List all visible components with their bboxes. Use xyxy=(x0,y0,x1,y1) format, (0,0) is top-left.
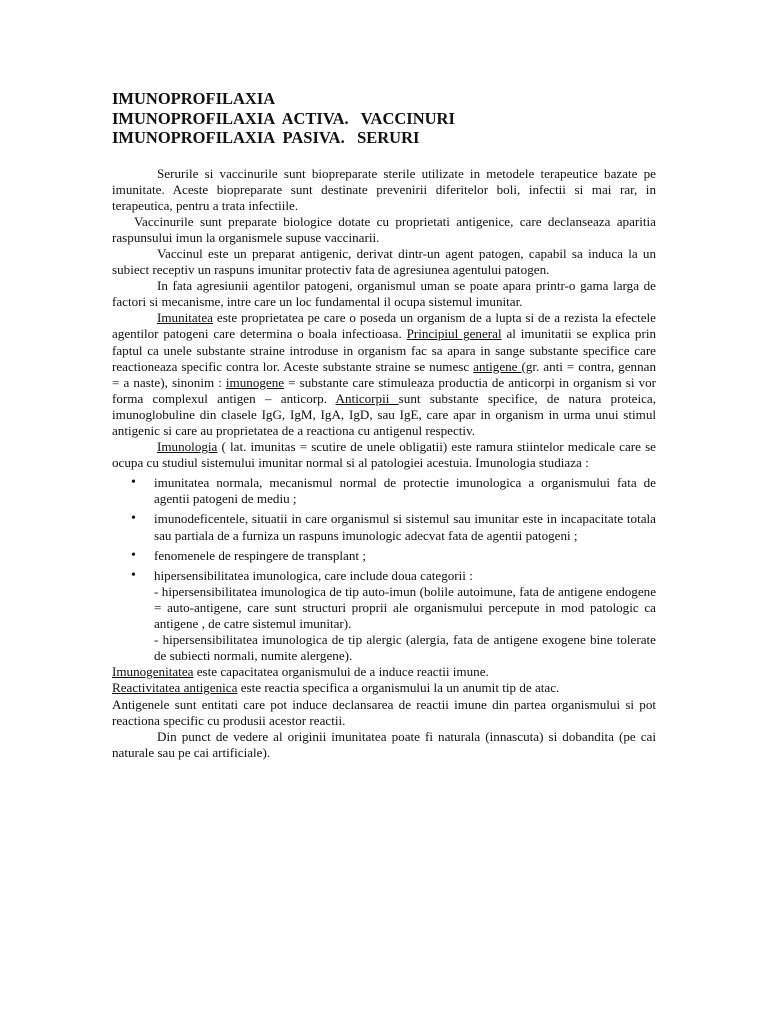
sub-item-autoimmune: - hipersensibilitatea imunologica de tip auto-imun (bolile autoimune, fata de antigene endogene = auto-antigene, care sunt structuri proprii ale organismului percepute in mod patologic ca antigene , de catre sistemul imunitar). xyxy=(154,583,656,632)
document-title: IMUNOPROFILAXIA xyxy=(112,89,276,108)
paragraph-antigens: Antigenele sunt entitati care pot induce declansarea de reactii imune din partea organismului si pot reactiona specific cu produsii acestor reactii. xyxy=(112,696,656,728)
paragraph-immunity: Imunitatea este proprietatea pe care o poseda un organism de a lupta si de a rezista la efectele agentilor patogeni care determina o boala infectioasa. Principiul general al imunitatii se explica prin faptul ca unele substante straine introduse in organism fac sa apara in sange substante specifice care reactioneaza specific contra lor. Aceste substante straine se numesc antigene (gr. anti = contra, gennan = a naste), sinonim : imunogene = substante care stimuleaza productia de anticorpi in organism si vor forma complexul antigen – anticorp. Anticorpii sunt substante specifice, de natura proteica, imunoglobuline din clasele IgG, IgM, IgA, IgD, sau IgE, care apar in organism in urma unui stimul antigenic si care au proprietatea de a reactiona cu antigenul respectiv. xyxy=(112,310,657,438)
term-antigene: antigene xyxy=(473,358,522,374)
list-item: • fenomenele de respingere de transplant ; xyxy=(112,548,656,564)
definition-imunogenitatea: Imunogenitatea este capacitatea organismului de a induce reactii imune. xyxy=(112,664,489,680)
list-item: • imunodeficentele, situatii in care organismul si sistemul sau imunitar este in incapacitate totala sau partiala de a furniza un raspuns imunologic adecvat fata de agentii patogeni ; xyxy=(112,511,656,543)
sub-item-allergic: - hipersensibilitatea imunologica de tip alergic (alergia, fata de antigene exogene bine tolerate de subiecti normali, numite alergene). xyxy=(154,632,656,664)
document-body xyxy=(112,89,656,761)
list-item: • hipersensibilitatea imunologica, care include doua categorii : - hipersensibilitatea imunologica de tip auto-imun (bolile autoimune, fata de antigene endogene = auto-antigene, care sunt structuri proprii ale organismului percepute in mod patologic ca antigene , de catre sistemul imunitar). - hipersensibilitatea imunologica de tip alergic (alergia, fata de antigene exogene bine tolerate de subiecti normali, numite alergene). xyxy=(112,568,656,665)
subtitle-passive: IMUNOPROFILAXIA PASIVA. SERURI xyxy=(112,128,420,147)
term-imunitatea: Imunitatea xyxy=(157,310,213,326)
list-item: • imunitatea normala, mecanismul normal de protectie imunologica a organismului fata de agentii patogeni de mediu ; xyxy=(112,475,656,507)
immunology-topics-list xyxy=(112,475,656,664)
paragraph-immunology: Imunologia ( lat. imunitas = scutire de unele obligatii) este ramura stiintelor medicale care se ocupa cu studiul sistemului imunitar normal si al patologiei acestuia. Imunologia studiaza : xyxy=(112,439,656,471)
subtitle-active: IMUNOPROFILAXIA ACTIVA. VACCINURI xyxy=(112,108,455,128)
paragraph-immunity-origin: Din punct de vedere al originii imunitatea poate fi naturala (innascuta) si dobandita (pe cai naturale sau pe cai artificiale). xyxy=(112,728,656,760)
definition-reactivitatea: Reactivitatea antigenica este reactia specifica a organismului la un anumit tip de atac. xyxy=(112,680,560,696)
term-reactivitatea-antigenica: Reactivitatea antigenica xyxy=(112,680,238,696)
term-principiul-general: Principiul general xyxy=(406,326,502,342)
term-imunologia: Imunologia xyxy=(157,439,218,455)
paragraph-serums-vaccines: Serurile si vaccinurile sunt biopreparate sterile utilizate in metodele terapeutice bazate pe imunitate. Aceste biopreparate sunt destinate prevenirii diferitelor boli, infectii si mai rar, in terapeutica, pentru a trata infectiile. xyxy=(112,165,656,213)
paragraph-vaccines: Vaccinurile sunt preparate biologice dotate cu proprietati antigenice, care declanseaza aparitia raspunsului imun la organismele supuse vaccinarii. xyxy=(112,213,656,245)
paragraph-immune-system: In fata agresiunii agentilor patogeni, organismul uman se poate apara printr-o gama larga de factori si mecanisme, intre care un loc fundamental il ocupa sistemul imunitar. xyxy=(112,278,656,310)
title-block xyxy=(112,89,656,148)
term-anticorpii: Anticorpii xyxy=(335,390,399,406)
term-imunogenitatea: Imunogenitatea xyxy=(112,664,194,680)
paragraph-vaccine-definition: Vaccinul este un preparat antigenic, derivat dintr-un agent patogen, capabil sa induca la un subiect receptiv un raspuns imunitar protectiv fata de agresiunea agentului patogen. xyxy=(112,245,656,278)
term-imunogene: imunogene xyxy=(225,374,285,390)
